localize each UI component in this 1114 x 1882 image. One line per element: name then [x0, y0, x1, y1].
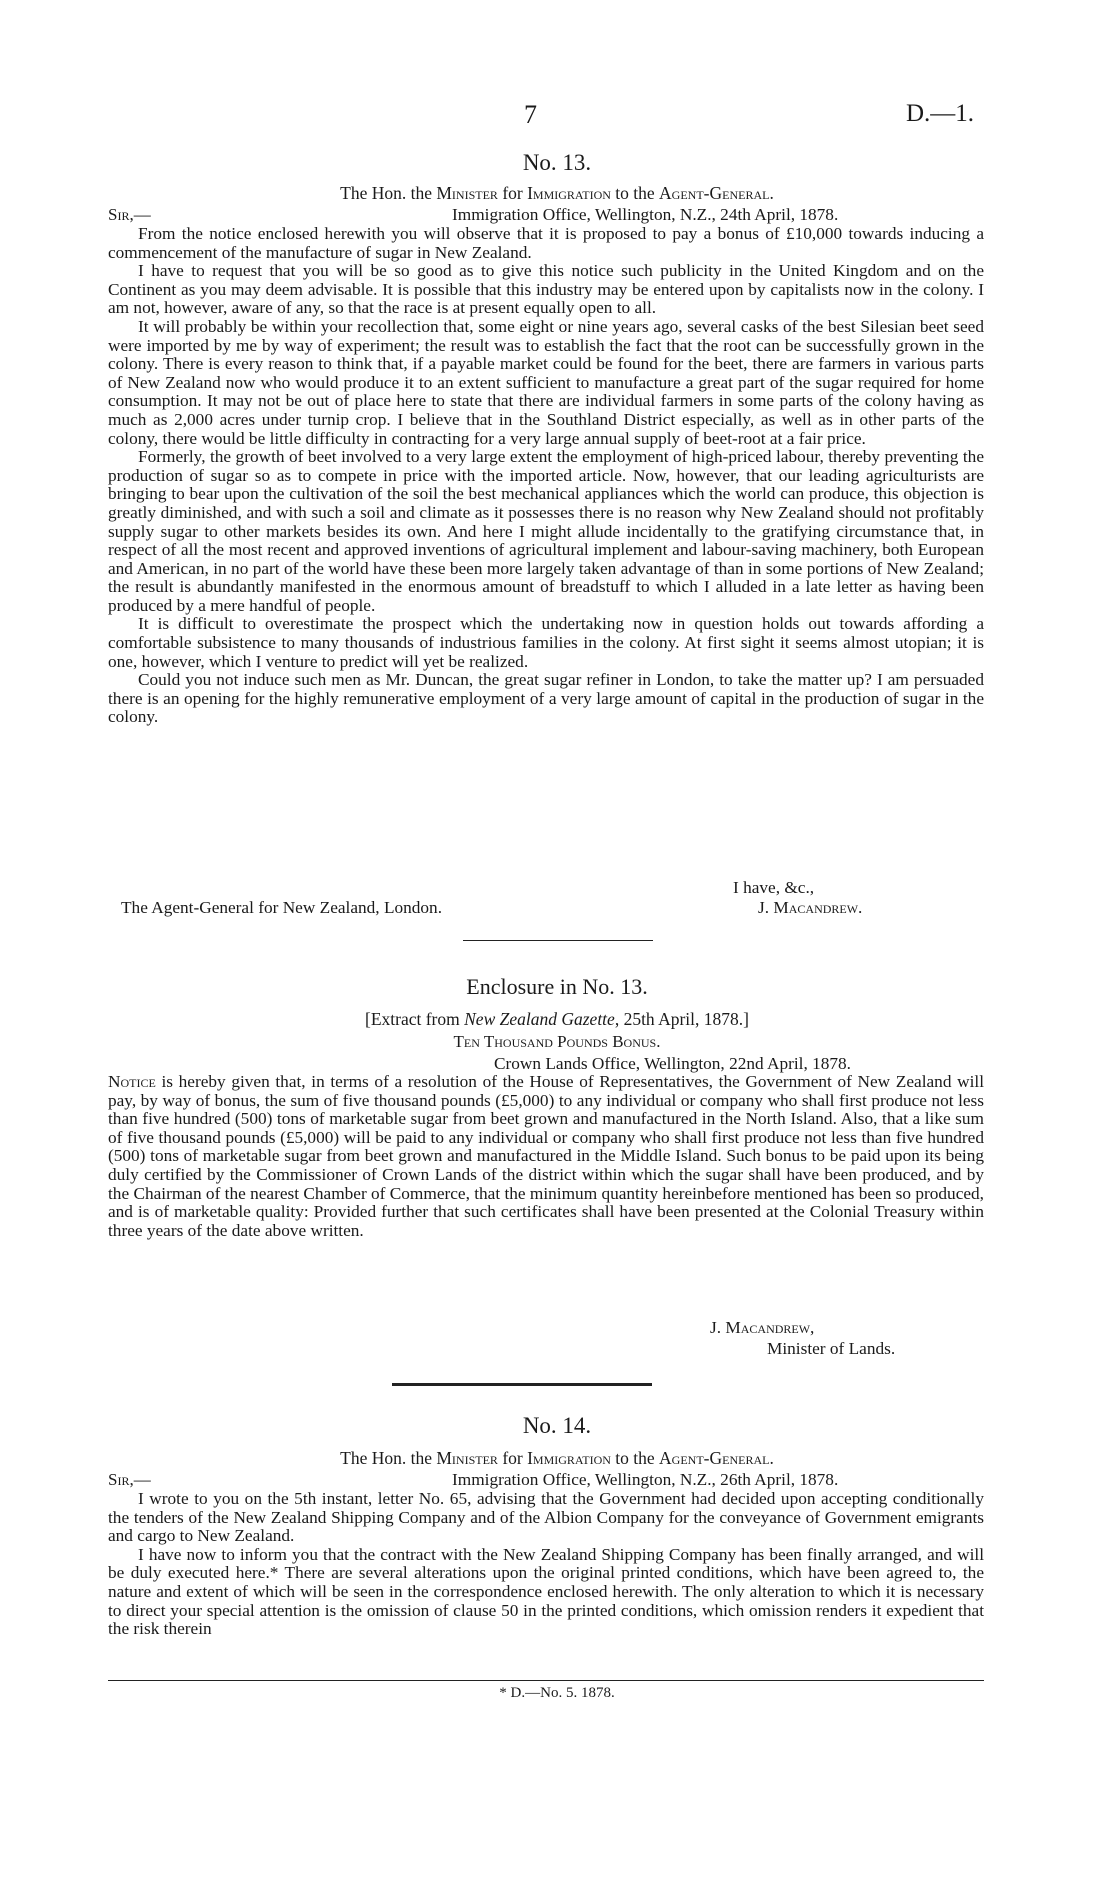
- section-divider: [463, 940, 653, 941]
- letter-13-paragraph: It is difficult to overestimate the prospect which the undertaking now in question holds out towards affording a comfortable subsistence to many thousands of industrious families in the colony. At first sight it seems almost utopian; it is one, however, which I venture to predict will yet be realized.: [108, 614, 984, 671]
- letter-14-paragraph: I have now to inform you that the contract with the New Zealand Shipping Company has been finally arranged, and will be duly executed here.* There are several alterations upon the original printed conditions, which have been agreed to, the nature and extent of which will be seen in the correspondence enclosed herewith. The only alteration to which it is necessary to direct your special attention is the omission of clause 50 in the printed conditions, which omission renders it expedient that the risk therein: [108, 1544, 984, 1639]
- notice-text: is hereby given that, in terms of a resolution of the House of Representatives, the Government of New Zealand will pay, by way of bonus, the sum of five thousand pounds (£5,000) to any individual or company who shall first produce not less than five hundred (500) tons of marketable sugar from beet grown and manufactured in the North Island. Also, that a like sum of five thousand pounds (£5,000) will be paid to any individual or company who shall first produce not less than five hundred (500) tons of marketable sugar from beet grown and manufactured in the Middle Island. Such bonus to be paid upon its being duly certified by the Commissioner of Crown Lands of the district within which the sugar shall have been produced, and by the Chairman of the nearest Chamber of Commerce, that the minimum quantity hereinbefore mentioned has been so produced, and is of marketable quality: Provided further that such certificates shall have been presented at the Colonial Treasury within three years of the date above written.: [108, 1072, 984, 1240]
- letter-13-paragraph: I have to request that you will be so good as to give this notice such publicity in the United Kingdom and on the Continent as you may deem advisable. It is possible that this industry may be entered upon by capitalists now in the colony. I am not, however, aware of any, so that the race is at present equally open to all.: [108, 261, 984, 318]
- enclosure-notice: [108, 1073, 984, 1240]
- letter-13-paragraph: Could you not induce such men as Mr. Duncan, the great sugar refiner in London, to take the matter up? I am persuaded there is an opening for the highly remunerative employment of a very large amount of capital in the production of sugar in the colony.: [108, 670, 984, 727]
- letter-13-paragraph: From the notice enclosed herewith you will observe that it is proposed to pay a bonus of £10,000 towards inducing a commencement of the manufacture of sugar in New Zealand.: [108, 224, 984, 262]
- letter-14-salutation: Sir,—: [108, 1470, 151, 1489]
- letter-13-signature: J. Macandrew.: [758, 898, 863, 917]
- enclosure-signature-title: Minister of Lands.: [767, 1339, 896, 1358]
- letter-13-closing: I have, &c.,: [733, 878, 815, 897]
- enclosure-signature: J. Macandrew,: [710, 1318, 815, 1337]
- letter-14-dateline: Immigration Office, Wellington, N.Z., 26th April, 1878.: [452, 1470, 839, 1489]
- enclosure-dateline: Crown Lands Office, Wellington, 22nd April, 1878.: [494, 1054, 851, 1073]
- letter-13-dateline: Immigration Office, Wellington, N.Z., 24th April, 1878.: [452, 205, 839, 224]
- letter-13-salutation: Sir,—: [108, 205, 151, 224]
- document-reference: D.—1.: [906, 100, 975, 127]
- letter-13-heading: No. 13.: [522, 150, 592, 175]
- letter-14-heading: No. 14.: [522, 1413, 592, 1438]
- letter-13-addressee: The Agent-General for New Zealand, London.: [121, 898, 443, 917]
- footnote-divider: [108, 1680, 984, 1681]
- letter-13-body: [108, 225, 984, 727]
- enclosure-heading: Enclosure in No. 13.: [466, 974, 648, 999]
- letter-14-from-to: The Hon. the Minister for Immigration to the Agent-General.: [340, 1448, 774, 1468]
- letter-14-paragraph: I wrote to you on the 5th instant, letter No. 65, advising that the Government had decided upon accepting conditionally the tenders of the New Zealand Shipping Company and of the Albion Company for the conveyance of Government emigrants and cargo to New Zealand.: [108, 1489, 984, 1546]
- notice-lead-word: Notice: [108, 1072, 156, 1091]
- enclosure-extract-note: [Extract from New Zealand Gazette, 25th April, 1878.]: [365, 1009, 749, 1029]
- letter-14-body: [108, 1490, 984, 1639]
- enclosure-title: Ten Thousand Pounds Bonus.: [453, 1032, 661, 1051]
- letter-13-from-to: The Hon. the Minister for Immigration to the Agent-General.: [340, 183, 774, 203]
- footnote: * D.—No. 5. 1878.: [499, 1685, 615, 1701]
- letter-13-paragraph: Formerly, the growth of beet involved to a very large extent the employment of high-priced labour, thereby preventing the production of sugar so as to compete in price with the imported article. Now, however, that our leading agriculturists are bringing to bear upon the cultivation of the soil the best mechanical appliances which the world can produce, this objection is greatly diminished, and with such a soil and climate as it possesses there is no reason why New Zealand should not profitably supply sugar to other markets besides its own. And here I might allude incidentally to the gratifying circumstance that, in respect of all the most recent and approved inventions of agricultural implement and labour-saving machinery, both European and American, in no part of the world have these been more largely taken advantage of than in some portions of New Zealand; the result is abundantly manifested in the enormous amount of breadstuff to which I alluded in a late letter as having been produced by a mere handful of people.: [108, 447, 984, 615]
- letter-13-paragraph: It will probably be within your recollection that, some eight or nine years ago, several casks of the best Silesian beet seed were imported by me by way of experiment; the result was to establish the fact that the root can be successfully grown in the colony. There is every reason to think that, if a payable market could be found for the beet, there are farmers in various parts of New Zealand now who would produce it to an extent sufficient to manufacture a great part of the sugar required for home consumption. It may not be out of place here to state that there are individual farmers in some parts of the colony having as much as 2,000 acres under turnip crop. I believe that in the Southland District especially, as well as in other parts of the colony, there would be little difficulty in contracting for a very large annual supply of beet-root at a fair price.: [108, 316, 984, 448]
- thick-section-divider: [392, 1383, 652, 1386]
- page-number: 7: [524, 100, 537, 129]
